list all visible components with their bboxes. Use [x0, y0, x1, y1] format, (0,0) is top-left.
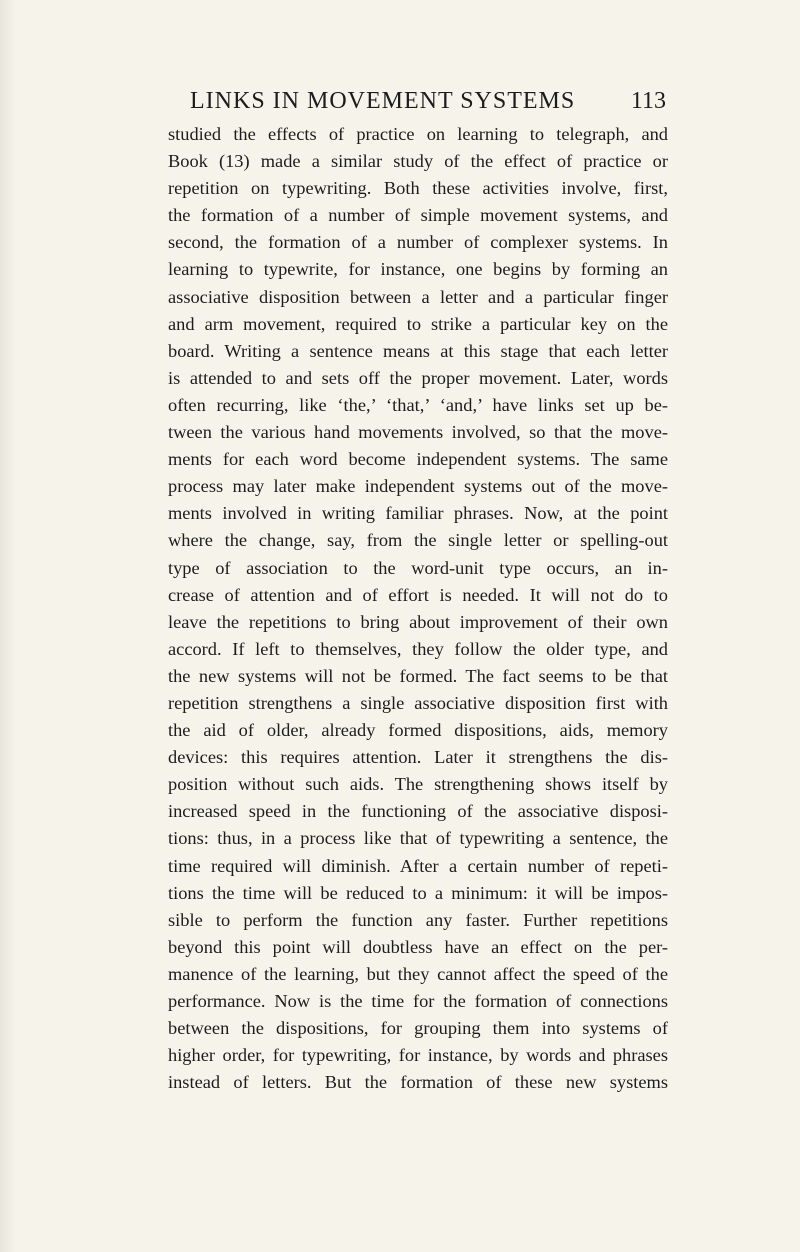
text-line: tween the various hand movements involved, so that the move-: [168, 422, 668, 443]
text-line: where the change, say, from the single letter or spelling-out: [168, 530, 668, 551]
text-line: studied the effects of practice on learning to telegraph, and: [168, 124, 668, 144]
text-line: sible to perform the function any faster. Further repetitions: [168, 909, 668, 930]
text-line: Book (13) made a similar study of the effect of practice or: [168, 151, 668, 172]
text-line: ments involved in writing familiar phrases. Now, at the point: [168, 503, 668, 524]
text-line: accord. If left to themselves, they follow the older type, and: [168, 638, 668, 659]
text-line: ments for each word become independent systems. The same: [168, 449, 668, 470]
text-line: board. Writing a sentence means at this stage that each letter: [168, 340, 668, 361]
text-line: second, the formation of a number of complexer systems. In: [168, 232, 668, 253]
text-line: and arm movement, required to strike a particular key on the: [168, 313, 668, 334]
text-line: the formation of a number of simple movement systems, and: [168, 205, 668, 226]
text-line: leave the repetitions to bring about improvement of their own: [168, 611, 668, 632]
text-line: learning to typewrite, for instance, one begins by forming an: [168, 259, 668, 280]
text-line: increased speed in the functioning of the associative disposi-: [168, 801, 668, 822]
text-line: often recurring, like ‘the,’ ‘that,’ ‘and,’ have links set up be-: [168, 394, 668, 415]
text-line: instead of letters. But the formation of these new systems: [168, 1072, 668, 1093]
text-line: devices: this requires attention. Later it strengthens the dis-: [168, 747, 668, 768]
text-line: the new systems will not be formed. The fact seems to be that: [168, 665, 668, 686]
text-line: manence of the learning, but they cannot affect the speed of the: [168, 963, 668, 984]
text-line: higher order, for typewriting, for instance, by words and phrases: [168, 1045, 668, 1066]
text-line: repetition strengthens a single associative disposition first with: [168, 692, 668, 713]
text-line: associative disposition between a letter and a particular finger: [168, 286, 668, 307]
text-line: type of association to the word-unit type occurs, an in-: [168, 557, 668, 578]
body-text: [168, 121, 668, 1096]
text-line: is attended to and sets off the proper movement. Later, words: [168, 367, 668, 388]
text-line: position without such aids. The strengthening shows itself by: [168, 774, 668, 795]
text-line: between the dispositions, for grouping them into systems of: [168, 1018, 668, 1039]
running-head: LINKS IN MOVEMENT SYSTEMS: [190, 88, 576, 114]
text-line: tions: thus, in a process like that of typewriting a sentence, the: [168, 828, 668, 849]
page-number: 113: [630, 88, 666, 114]
text-line: crease of attention and of effort is needed. It will not do to: [168, 584, 668, 605]
text-line: repetition on typewriting. Both these activities involve, first,: [168, 178, 668, 199]
text-line: beyond this point will doubtless have an effect on the per-: [168, 936, 668, 957]
text-line: performance. Now is the time for the formation of connections: [168, 991, 668, 1011]
text-line: process may later make independent systems out of the move-: [168, 476, 668, 497]
text-line: tions the time will be reduced to a minimum: it will be impos-: [168, 882, 668, 903]
text-line: time required will diminish. After a certain number of repeti-: [168, 855, 668, 876]
text-line: the aid of older, already formed dispositions, aids, memory: [168, 720, 668, 741]
binding-shadow: [0, 0, 16, 1252]
